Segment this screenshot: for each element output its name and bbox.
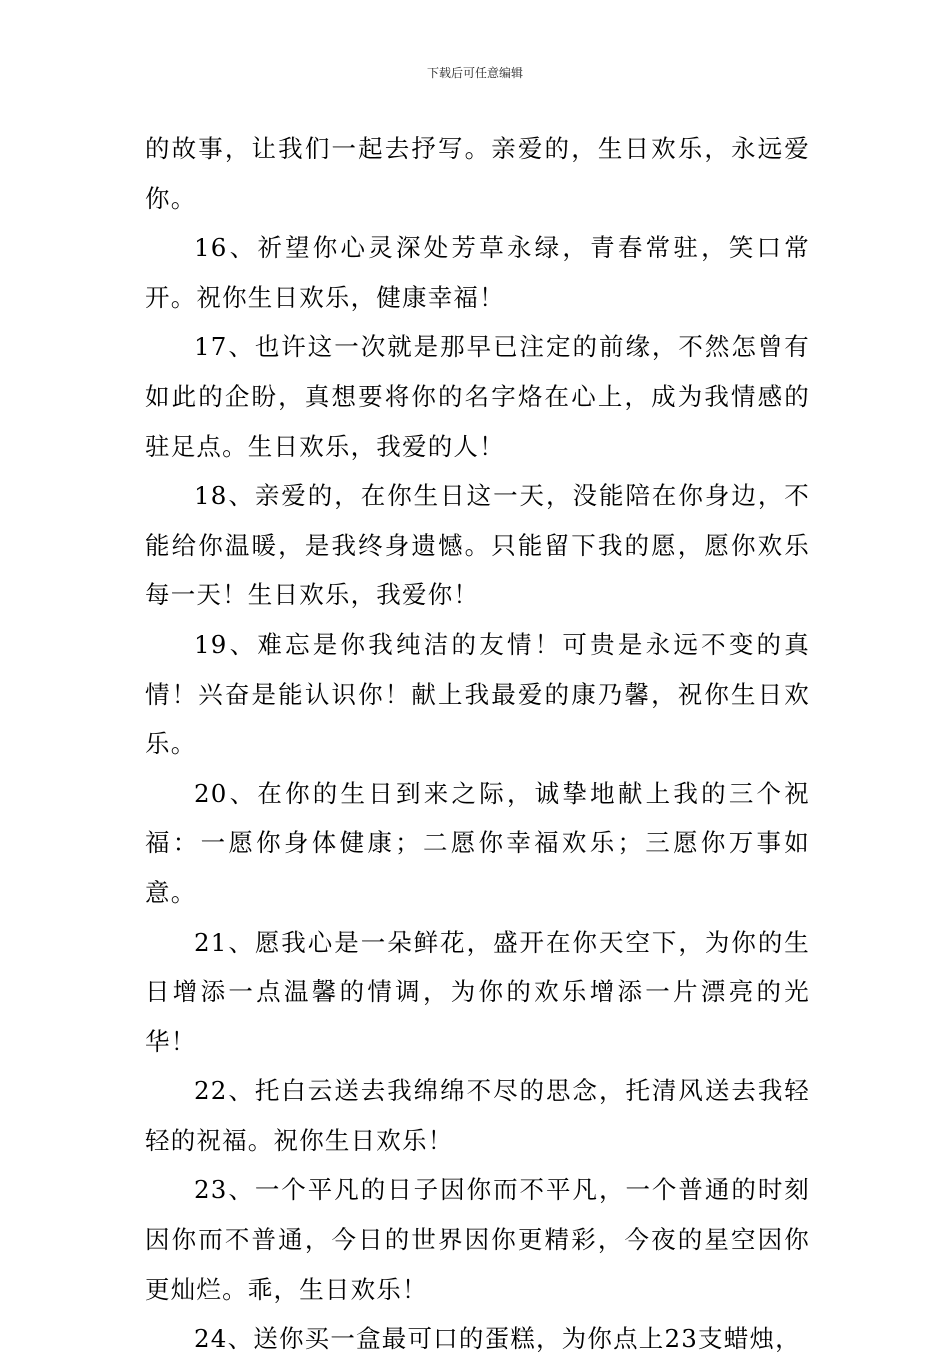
paragraph-16: 16、祈望你心灵深处芳草永绿，青春常驻，笑口常开。祝你生日欢乐，健康幸福！ [145,233,810,312]
paragraph-23: 23、一个平凡的日子因你而不平凡，一个普通的时刻因你而不普通，今日的世界因你更精彩，今夜的星空因你更灿烂。乖，生日欢乐！ [145,1175,810,1304]
document-body [145,124,810,1364]
paragraph-17: 17、也许这一次就是那早已注定的前缘，不然怎曾有如此的企盼，真想要将你的名字烙在心上，成为我情感的驻足点。生日欢乐，我爱的人！ [145,332,810,461]
paragraph-continuation: 的故事，让我们一起去抒写。亲爱的，生日欢乐，永远爱你。 [145,134,810,213]
paragraph-19: 19、难忘是你我纯洁的友情！可贵是永远不变的真情！兴奋是能认识你！献上我最爱的康乃馨，祝你生日欢乐。 [145,629,810,759]
paragraph-20: 20、在你的生日到来之际，诚挚地献上我的三个祝福：一愿你身体健康；二愿你幸福欢乐；三愿你万事如意。 [145,778,810,907]
paragraph-18: 18、亲爱的，在你生日这一天，没能陪在你身边，不能给你温暖，是我终身遗憾。只能留下我的愿，愿你欢乐每一天！生日欢乐，我爱你！ [145,481,810,610]
paragraph-21: 21、愿我心是一朵鲜花，盛开在你天空下，为你的生日增添一点温馨的情调，为你的欢乐增添一片漂亮的光华！ [145,927,810,1056]
paragraph-24: 24、送你买一盒最可口的蛋糕，为你点上23支蜡烛， [194,1324,801,1354]
page-header: 下载后可任意编辑 [426,66,523,80]
paragraph-22: 22、托白云送去我绵绵不尽的思念，托清风送去我轻轻的祝福。祝你生日欢乐！ [145,1076,810,1155]
